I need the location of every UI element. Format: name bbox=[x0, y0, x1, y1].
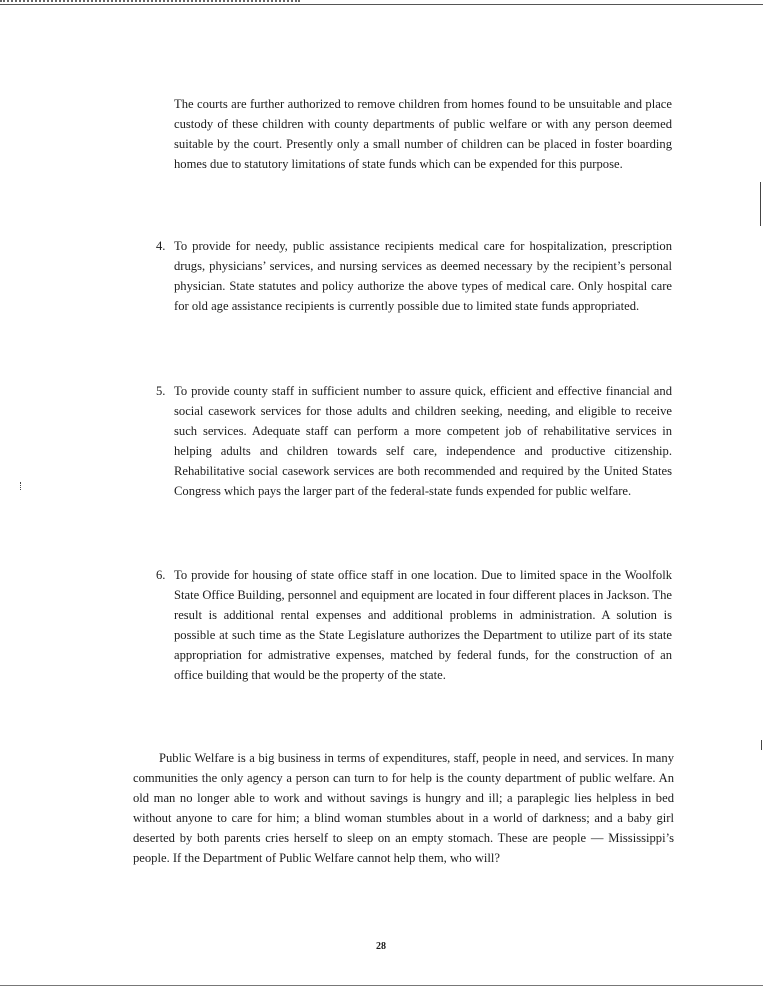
list-item-4 bbox=[156, 236, 674, 316]
closing-paragraph: Public Welfare is a big business in terms of expenditures, staff, people in need, and services. In many communities the only agency a person can turn to for help is the county department of public welfare. An old man no longer able to work and without savings is hungry and ill; a paraplegic lies helpless in bed without anyone to care for him; a blind woman stumbles about in a world of darkness; and a baby girl deserted by both parents cries herself to sleep on an empty stomach. These are people — Mississippi’s people. If the Department of Public Welfare cannot help them, who will? bbox=[133, 751, 674, 865]
list-item-text: To provide county staff in sufficient number to assure quick, efficient and effective financial and social casework services for those adults and children seeking, needing, and eligible to receive such services. Adequate staff can perform a more competent job of rehabilitative services in helping adults and children towards self care, independence and productive citizenship. Rehabilitative social casework services are both recommended and required by the United States Congress which pays the larger part of the federal-state funds expended for public welfare. bbox=[174, 384, 672, 498]
intro-paragraph: The courts are further authorized to remove children from homes found to be unsuitable and place custody of these children with county departments of public welfare or with any person deemed suitable by the court. Presently only a small number of children can be placed in foster boarding homes due to statutory limitations of state funds which can be expended for this purpose. bbox=[174, 97, 672, 171]
scan-top-edge bbox=[0, 4, 763, 5]
list-item-text: To provide for housing of state office staff in one location. Due to limited space in the Woolfolk State Office Building, personnel and equipment are located in four different places in Jackson. The result is additional rental expenses and additional problems in administration. A solution is possible at such time as the State Legislature authorizes the Department to utilize part of its state appropriation for admistrative expenses, matched by federal funds, for the construction of an office building that would be the property of the state. bbox=[174, 568, 673, 682]
list-item-5 bbox=[156, 381, 674, 501]
list-item-number: 6. bbox=[156, 568, 166, 582]
list-item-number: 4. bbox=[156, 239, 166, 253]
margin-mark-left bbox=[20, 482, 21, 490]
scan-bottom-edge bbox=[0, 985, 763, 986]
list-item-6 bbox=[156, 565, 674, 685]
margin-mark-right-lower bbox=[761, 740, 762, 750]
list-item-text: To provide for needy, public assistance recipients medical care for hospitalization, prescription drugs, physicians’ services, and nursing services as deemed necessary by the recipient’s personal physician. State statutes and policy authorize the above types of medical care. Only hospital care for old age assistance recipients is currently possible due to limited state funds appropriated. bbox=[174, 239, 672, 313]
list-item-number: 5. bbox=[156, 384, 166, 398]
page-number: 28 bbox=[376, 941, 386, 952]
margin-mark-right bbox=[760, 182, 761, 226]
